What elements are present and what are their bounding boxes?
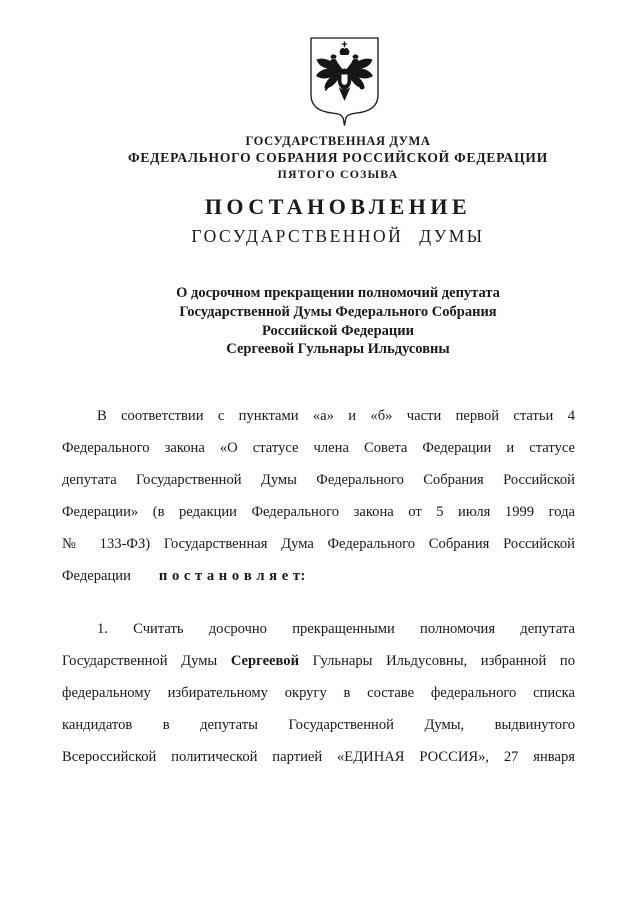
text-segment: Гульнары Ильдусовны, избранной по <box>299 653 575 669</box>
header-institution: ГОСУДАРСТВЕННАЯ ДУМА <box>245 134 431 148</box>
text-line <box>62 645 575 677</box>
text-line <box>62 496 575 528</box>
subject-line: Сергеевой Гульнары Ильдусовны <box>226 341 450 358</box>
text-line <box>62 613 575 645</box>
text-segment: кандидатов в депутаты Государственной Думы, выдвинутого <box>62 717 575 733</box>
russian-coat-of-arms-icon <box>309 36 380 127</box>
document-title <box>0 192 640 251</box>
subject-line: Российской Федерации <box>261 322 414 339</box>
text-segment: Федерального закона «О статусе члена Совета Федерации и статусе <box>62 440 575 456</box>
text-line <box>62 709 575 741</box>
document-body <box>62 400 575 773</box>
text-line <box>62 677 575 709</box>
text-segment: № 133-ФЗ) Государственная Дума Федерального Собрания Российской <box>62 536 575 552</box>
text-line <box>62 741 575 773</box>
paragraph-preamble <box>62 400 575 592</box>
paragraph-item-1 <box>62 613 575 773</box>
title-main: ПОСТАНОВЛЕНИЕ <box>204 194 472 219</box>
document-header <box>0 134 640 182</box>
text-segment: Федерации <box>62 568 131 584</box>
subject-line: Государственной Думы Федерального Собрания <box>179 303 497 320</box>
text-segment: Государственной Думы <box>62 653 231 669</box>
text-segment: п о с т а н о в л я е т: <box>158 568 306 584</box>
document-subject <box>0 284 640 359</box>
text-segment: В соответствии с пунктами «а» и «б» части первой статьи 4 <box>97 408 575 424</box>
text-line <box>62 432 575 464</box>
text-segment: федеральному избирательному округу в составе федерального списка <box>62 685 575 701</box>
text-line <box>62 528 575 560</box>
text-segment: депутата Государственной Думы Федерального Собрания Российской <box>62 472 575 488</box>
header-convocation: ПЯТОГО СОЗЫВА <box>277 167 399 181</box>
text-segment: 1. Считать досрочно прекращенными полномочия депутата <box>97 621 575 637</box>
title-sub: ГОСУДАРСТВЕННОЙ ДУМЫ <box>191 226 485 246</box>
text-segment: Сергеевой <box>230 653 300 669</box>
text-line <box>62 464 575 496</box>
subject-line: О досрочном прекращении полномочий депутата <box>176 285 500 301</box>
text-line <box>62 400 575 432</box>
text-segment: Всероссийской политической партией «ЕДИНАЯ РОССИЯ», 27 января <box>62 749 575 765</box>
text-segment: Федерации» (в редакции Федерального закона от 5 июля 1999 года <box>62 504 575 520</box>
text-line <box>62 560 575 592</box>
header-assembly: ФЕДЕРАЛЬНОГО СОБРАНИЯ РОССИЙСКОЙ ФЕДЕРАЦИИ <box>127 150 549 165</box>
